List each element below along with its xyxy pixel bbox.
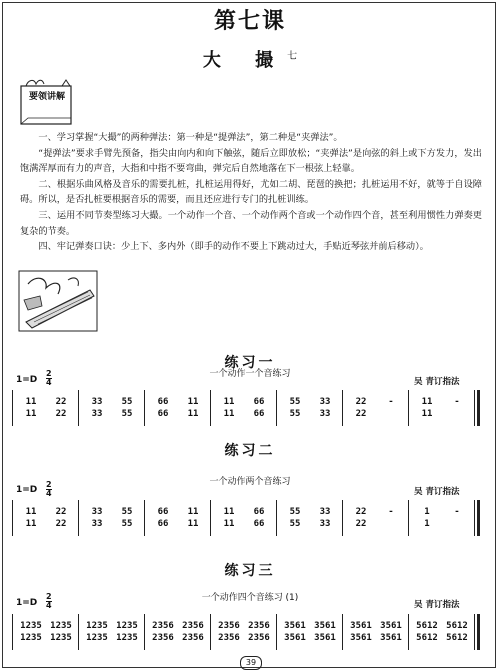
note-beat: 2356 2356 bbox=[182, 621, 204, 643]
note-beat: 5612 5612 bbox=[416, 621, 438, 643]
note-beat: 66 66 bbox=[253, 397, 265, 419]
exercise-1-key: 1=D bbox=[16, 375, 38, 385]
bar-line bbox=[276, 614, 277, 650]
lesson-title: 第七课 bbox=[213, 8, 286, 34]
page-number: 39 bbox=[240, 656, 262, 670]
final-bar-thin bbox=[474, 500, 475, 536]
note-beat: - bbox=[388, 397, 394, 407]
final-bar-thin bbox=[474, 614, 475, 650]
bar-line bbox=[144, 614, 145, 650]
note-beat: 66 66 bbox=[157, 397, 169, 419]
time-bottom: 4 bbox=[46, 601, 52, 610]
bar-line bbox=[12, 390, 13, 426]
subtitle-text: 大 撮 bbox=[202, 50, 288, 71]
bar-line bbox=[210, 390, 211, 426]
exercise-3-title: 练习三 bbox=[224, 563, 276, 579]
time-top: 2 bbox=[46, 480, 52, 489]
exercise-2-score bbox=[12, 500, 488, 540]
note-beat: 11 11 bbox=[223, 397, 235, 419]
exercise-3-score bbox=[12, 614, 488, 654]
bar-line bbox=[210, 614, 211, 650]
exercise-2-credit: 吴 青订指法 bbox=[414, 487, 460, 497]
paragraph-1: 一、学习掌握“大撮”的两种弹法：第一种是“提弹法”，第二种是“夹弹法”。 bbox=[38, 132, 343, 143]
note-beat: 33 33 bbox=[319, 397, 331, 419]
note-beat: 33 33 bbox=[91, 507, 103, 529]
exercise-2-title: 练习二 bbox=[224, 443, 276, 459]
note-beat: 1235 1235 bbox=[20, 621, 42, 643]
paragraph-2: “提弹法”要求手臂先预备，指尖由向内和向下触弦，随后立即放松；“夹弹法”是向弦的斜上或下方发力，发出饱满浑厚而有力的声音，大指和中指不要弯曲，弹完后自然地落在下一根弦上轻靠。 bbox=[20, 147, 482, 175]
note-beat: 66 66 bbox=[253, 507, 265, 529]
bar-line bbox=[342, 500, 343, 536]
note-beat: 11 11 bbox=[421, 397, 433, 419]
note-beat: 3561 3561 bbox=[350, 621, 372, 643]
zheng-illustration bbox=[18, 270, 98, 332]
instruction-text bbox=[20, 130, 482, 255]
exercise-3-credit: 吴 青订指法 bbox=[414, 600, 460, 610]
note-beat: 33 33 bbox=[319, 507, 331, 529]
lesson-subtitle bbox=[0, 46, 500, 72]
exercise-1-score bbox=[12, 390, 488, 430]
bar-line bbox=[210, 500, 211, 536]
bar-line bbox=[408, 614, 409, 650]
note-beat: 22 22 bbox=[55, 507, 67, 529]
note-beat: 2356 2356 bbox=[248, 621, 270, 643]
note-beat: 22 22 bbox=[355, 397, 367, 419]
time-top: 2 bbox=[46, 369, 52, 378]
note-beat: 3561 3561 bbox=[284, 621, 306, 643]
key-points-badge bbox=[18, 78, 76, 128]
exercise-1-subtitle: 一个动作一个音练习 bbox=[209, 369, 291, 379]
note-beat: 3561 3561 bbox=[314, 621, 336, 643]
exercise-2-key: 1=D bbox=[16, 485, 38, 495]
note-beat: 1235 1235 bbox=[86, 621, 108, 643]
note-beat: 22 22 bbox=[355, 507, 367, 529]
note-beat: 2356 2356 bbox=[218, 621, 240, 643]
note-beat: 55 55 bbox=[289, 507, 301, 529]
bar-line bbox=[144, 500, 145, 536]
zheng-instrument-icon bbox=[18, 270, 98, 332]
note-beat: 55 55 bbox=[289, 397, 301, 419]
subtitle-number: 七 bbox=[287, 51, 298, 62]
bar-line bbox=[144, 390, 145, 426]
final-bar-thick bbox=[477, 614, 480, 650]
note-beat: 22 22 bbox=[55, 397, 67, 419]
bar-line bbox=[408, 390, 409, 426]
bar-line bbox=[78, 500, 79, 536]
note-beat: 1235 1235 bbox=[116, 621, 138, 643]
key-points-label: 要领讲解 bbox=[28, 92, 65, 102]
note-beat: 1235 1235 bbox=[50, 621, 72, 643]
note-beat: 55 55 bbox=[121, 397, 133, 419]
note-beat: 11 11 bbox=[187, 507, 199, 529]
bar-line bbox=[342, 390, 343, 426]
time-bottom: 4 bbox=[46, 489, 52, 498]
note-beat: 11 11 bbox=[223, 507, 235, 529]
time-top: 2 bbox=[46, 592, 52, 601]
bar-line bbox=[78, 614, 79, 650]
exercise-1-time-signature bbox=[46, 370, 52, 387]
exercise-3-key: 1=D bbox=[16, 598, 38, 608]
note-beat: 2356 2356 bbox=[152, 621, 174, 643]
note-beat: 55 55 bbox=[121, 507, 133, 529]
bar-line bbox=[276, 390, 277, 426]
bar-line bbox=[342, 614, 343, 650]
note-beat: - bbox=[388, 507, 394, 517]
paragraph-3: 二、根据乐曲风格及音乐的需要扎桩，扎桩运用得好，尤如二胡、琵琶的换把；扎桩运用不好，就等于自设障碍。所以，是否扎桩要根据音乐的需要，而且还应进行专门的扎桩训练。 bbox=[20, 178, 482, 206]
note-beat: 1 1 bbox=[424, 507, 430, 529]
note-beat: - bbox=[454, 397, 460, 407]
note-beat: 5612 5612 bbox=[446, 621, 468, 643]
note-beat: 11 11 bbox=[25, 397, 37, 419]
final-bar-thick bbox=[477, 390, 480, 426]
exercise-1-credit: 吴 青订指法 bbox=[414, 377, 460, 387]
bar-line bbox=[12, 500, 13, 536]
final-bar-thin bbox=[474, 390, 475, 426]
note-beat: 11 11 bbox=[187, 397, 199, 419]
exercise-2-subtitle: 一个动作两个音练习 bbox=[209, 477, 291, 487]
exercise-3-subtitle: 一个动作四个音练习 (1) bbox=[201, 593, 299, 603]
note-beat: 3561 3561 bbox=[380, 621, 402, 643]
note-beat: 66 66 bbox=[157, 507, 169, 529]
paragraph-4: 三、运用不同节奏型练习大撮。一个动作一个音、一个动作两个音或一个动作四个音，甚至利用惯性力弹奏更复杂的节奏。 bbox=[20, 209, 482, 237]
bar-line bbox=[12, 614, 13, 650]
note-beat: 11 11 bbox=[25, 507, 37, 529]
note-beat: - bbox=[454, 507, 460, 517]
note-beat: 33 33 bbox=[91, 397, 103, 419]
bar-line bbox=[276, 500, 277, 536]
exercise-2-time-signature bbox=[46, 481, 52, 498]
key-points-frame-icon bbox=[18, 78, 76, 128]
bar-line bbox=[408, 500, 409, 536]
exercise-1-title: 练习一 bbox=[224, 355, 276, 371]
paragraph-5: 四、牢记弹奏口诀：少上下、多内外（即手的动作不要上下跳动过大，手贴近琴弦并前后移动）。 bbox=[38, 241, 429, 253]
bar-line bbox=[78, 390, 79, 426]
exercise-3-time-signature bbox=[46, 593, 52, 610]
time-bottom: 4 bbox=[46, 378, 52, 387]
final-bar-thick bbox=[477, 500, 480, 536]
